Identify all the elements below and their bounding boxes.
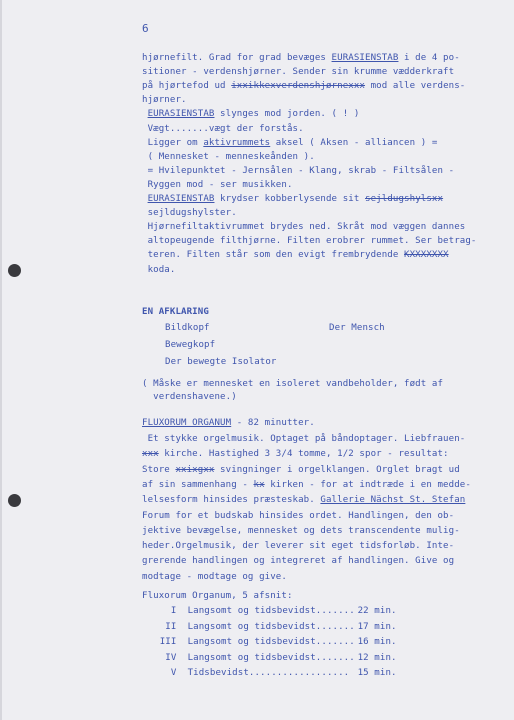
text-run: Hjørnefiltaktivrummet brydes ned. Skråt mod væggen dannes xyxy=(142,222,466,233)
text-run: på hjørtefod ud xyxy=(142,81,232,92)
eurasienstab-line xyxy=(142,123,304,135)
eurasienstab-line xyxy=(142,193,443,205)
part-numeral: III xyxy=(159,637,182,647)
struck-text: ixxikkexverdenshjørnexxx xyxy=(231,81,366,92)
text-run: heder.Orgelmusik, der leverer sit eget tidsforløb. Inte- xyxy=(142,541,455,552)
underlined-term: EURASIENSTAB xyxy=(147,109,215,120)
part-numeral: IV xyxy=(165,652,182,663)
text-run: grerende handlingen og integreret af handlingen. Give og xyxy=(142,556,455,567)
part-duration: 16 min. xyxy=(352,637,397,647)
part-row xyxy=(142,667,397,679)
part-row xyxy=(142,605,397,617)
text-run: kirche. Hastighed 3 3/4 tomme, 1/2 spor - resultat: xyxy=(158,449,449,460)
fluxorum-heading-suffix: - 82 minutter. xyxy=(231,418,315,428)
text-run: hjørner. xyxy=(142,95,187,106)
afklaring-right: Der Mensch xyxy=(329,323,385,333)
eurasienstab-line xyxy=(142,207,237,219)
eurasienstab-line xyxy=(142,221,465,233)
underlined-term: Gallerie Nächst St. Stefan xyxy=(320,495,466,506)
fluxorum-line xyxy=(142,571,287,583)
struck-text: KXXXXXXX xyxy=(404,250,449,261)
text-run: Store xyxy=(142,464,176,475)
fluxorum-line xyxy=(142,479,471,491)
fluxorum-line xyxy=(142,540,454,552)
fluxorum-line xyxy=(142,555,454,567)
text-run: = Hvilepunktet - Jernsålen - Klang, skrab - Filtsålen - xyxy=(142,165,455,176)
text-run: modtage - modtage og give. xyxy=(142,571,287,582)
text-run: mod alle verdens- xyxy=(365,81,466,92)
text-run: af sin sammenhang - xyxy=(142,479,254,490)
fluxorum-line xyxy=(142,494,465,506)
eurasienstab-line xyxy=(142,94,187,106)
struck-text: sejldugshylsxx xyxy=(365,194,444,204)
eurasienstab-line xyxy=(142,264,175,276)
fluxorum-line xyxy=(142,525,460,537)
part-duration: 12 min. xyxy=(352,652,397,663)
part-row xyxy=(142,621,397,633)
part-row xyxy=(142,652,397,664)
struck-text: kx xyxy=(253,479,265,490)
eurasienstab-line xyxy=(142,137,437,149)
part-title: Langsomt og tidsbevidst....... xyxy=(182,652,355,663)
text-run: kirken - for at indtræde i en medde- xyxy=(264,479,471,490)
text-run: koda. xyxy=(142,264,176,275)
page-number: 6 xyxy=(142,22,149,35)
text-run: Vægt.......vægt der forstås. xyxy=(142,123,304,134)
struck-text: xxixgxx xyxy=(175,464,215,475)
eurasienstab-line xyxy=(142,179,293,191)
afklaring-left-2: Bewegkopf xyxy=(165,340,216,350)
punch-hole-top xyxy=(8,264,21,277)
afklaring-note-1: ( Måske er mennesket en isoleret vandbeholder, født af xyxy=(142,379,444,389)
underlined-term: aktivrummets xyxy=(203,137,271,148)
fluxorum-line xyxy=(142,510,454,522)
text-run: ( Mennesket - menneskeånden ). xyxy=(142,151,315,162)
text-run: krydser kobberlysende sit xyxy=(214,194,366,204)
part-title: Tidsbevidst.................. xyxy=(182,668,350,678)
part-numeral: V xyxy=(170,668,182,678)
text-run: aksel ( Aksen - alliancen ) = xyxy=(270,137,438,148)
afklaring-left-1: Bildkopf xyxy=(165,323,210,333)
text-run: Forum for et budskab hinsides ordet. Handlingen, den ob- xyxy=(142,510,455,521)
text-run: Et stykke orgelmusik. Optaget på båndoptager. Liebfrauen- xyxy=(142,434,466,444)
eurasienstab-line xyxy=(142,108,359,120)
fluxorum-line xyxy=(142,433,465,445)
text-run: sitioner - verdenshjørner. Sender sin krumme vædderkraft xyxy=(142,67,455,78)
part-row xyxy=(142,636,397,648)
part-title: Langsomt og tidsbevidst....... xyxy=(182,606,355,616)
part-numeral: II xyxy=(165,621,182,632)
text-run: svingninger i orgelklangen. Orglet bragt ud xyxy=(214,464,460,475)
fluxorum-line xyxy=(142,448,449,460)
part-numeral: I xyxy=(170,606,182,616)
text-run: teren. Filten står som den evigt frembrydende xyxy=(142,250,405,261)
fluxorum-heading-line xyxy=(142,417,315,429)
text-run: lelsesform hinsides præsteskab. xyxy=(142,495,321,506)
eurasienstab-line xyxy=(142,249,449,261)
text-run: sejldugshylster. xyxy=(142,208,237,219)
eurasienstab-line xyxy=(142,235,477,247)
text-run: Ryggen mod - ser musikken. xyxy=(142,179,293,190)
parts-heading: Fluxorum Organum, 5 afsnit: xyxy=(142,591,293,601)
fluxorum-heading: FLUXORUM ORGANUM xyxy=(142,418,232,428)
underlined-term: EURASIENSTAB xyxy=(147,194,215,204)
afklaring-heading: EN AFKLARING xyxy=(142,307,209,317)
afklaring-note-2: verdenshavene.) xyxy=(142,392,237,402)
eurasienstab-line xyxy=(142,80,465,92)
eurasienstab-line xyxy=(142,52,460,64)
fluxorum-line xyxy=(142,464,460,476)
eurasienstab-line xyxy=(142,165,454,177)
afklaring-left-3: Der bewegte Isolator xyxy=(165,357,277,367)
text-run: Ligger om xyxy=(142,137,204,148)
text-run: i de 4 po- xyxy=(398,53,460,63)
part-title: Langsomt og tidsbevidst....... xyxy=(182,637,355,647)
text-run: hjørnefilt. Grad for grad bevæges xyxy=(142,53,332,63)
part-duration: 15 min. xyxy=(352,668,397,678)
text-run: altopeugende filthjørne. Filten erobrer rummet. Ser betrag- xyxy=(142,236,477,247)
eurasienstab-line xyxy=(142,151,315,163)
part-duration: 22 min. xyxy=(352,606,397,616)
underlined-term: EURASIENSTAB xyxy=(331,53,399,63)
part-duration: 17 min. xyxy=(352,621,397,632)
punch-hole-bottom xyxy=(8,494,21,507)
struck-text: xxx xyxy=(142,449,159,460)
text-run: slynges mod jorden. ( ! ) xyxy=(214,109,360,120)
text-run: jektive bevægelse, mennesket og dets transcendente mulig- xyxy=(142,525,460,536)
eurasienstab-line xyxy=(142,66,454,78)
part-title: Langsomt og tidsbevidst....... xyxy=(182,621,355,632)
